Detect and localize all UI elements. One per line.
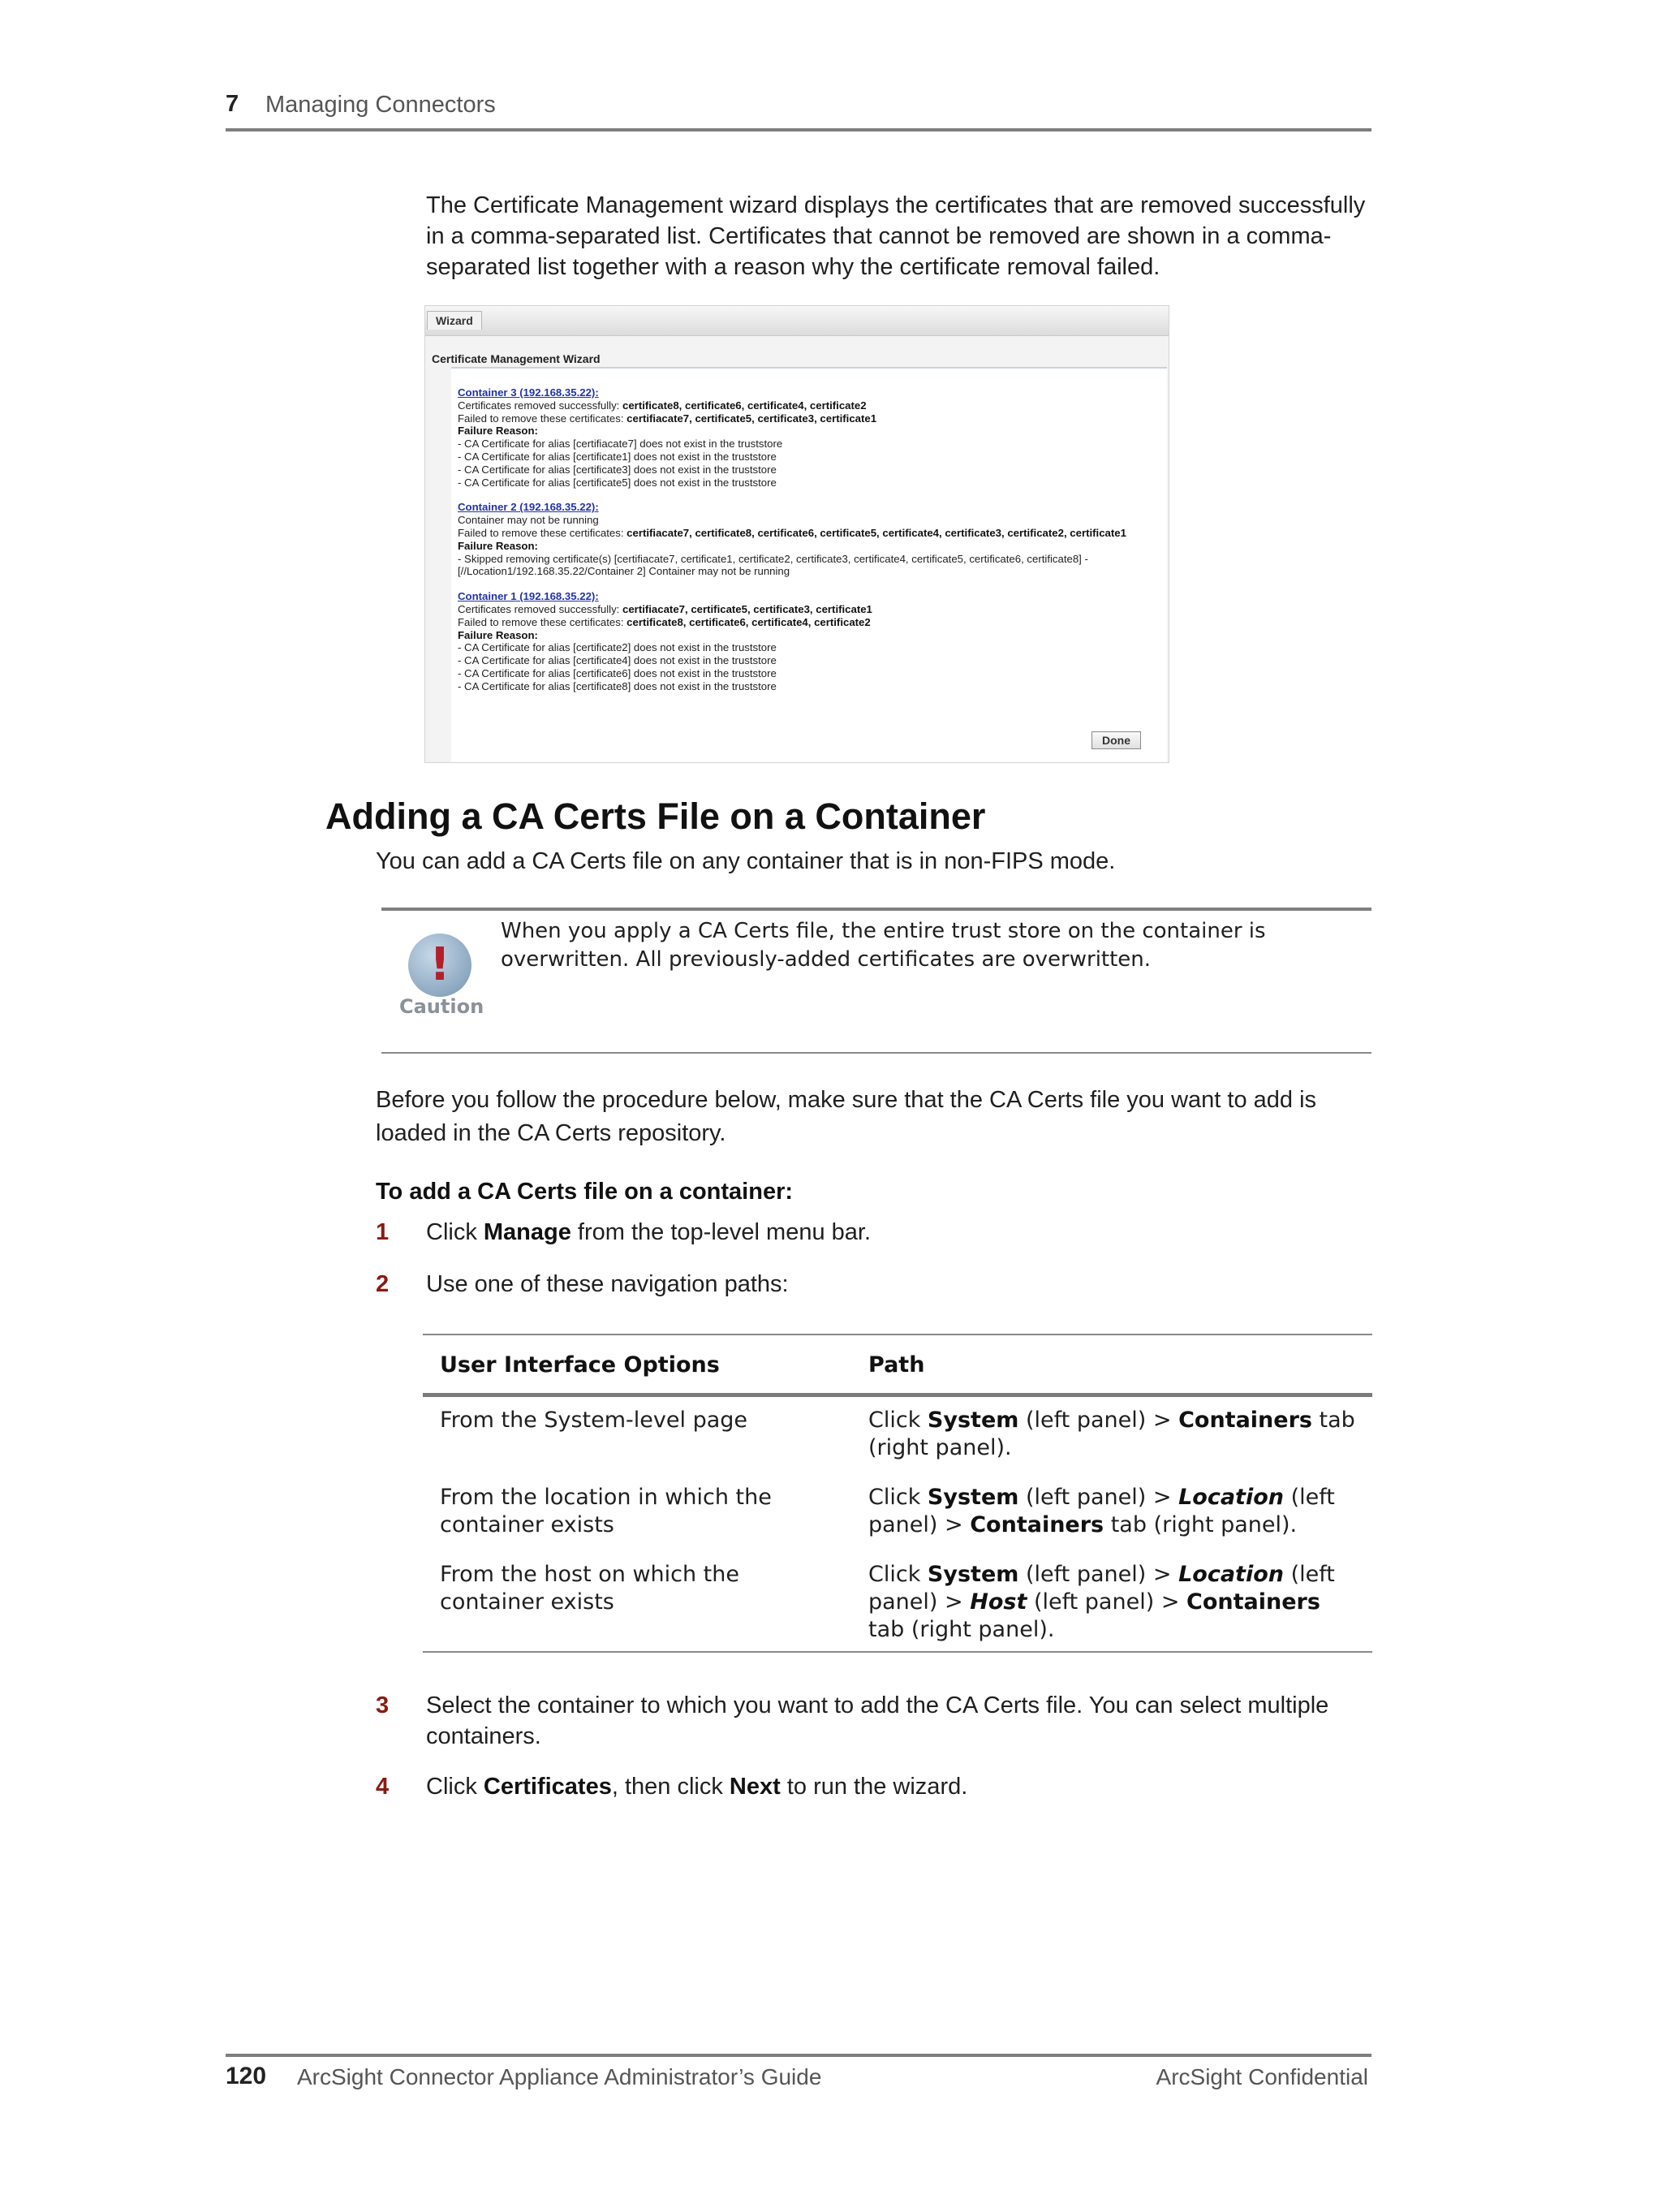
step-text: Click Certificates, then click Next to run the wizard. (426, 1774, 968, 1800)
prerequisite-paragraph: Before you follow the procedure below, make sure that the CA Certs file you want to add is loaded in the CA Certs repository. (376, 1087, 1317, 1146)
section-lead: You can add a CA Certs file on any container that is in non-FIPS mode. (376, 848, 1116, 874)
table-cell-path: Click System (left panel) > Location (left panel) > Host (left panel) > Containers tab (right panel). (868, 1562, 1335, 1642)
container-result-block (458, 501, 1156, 578)
result-line: - CA Certificate for alias [certificate8] does not exist in the truststore (458, 679, 777, 692)
table-cell-path: Click System (left panel) > Location (left panel) > Containers tab (right panel). (868, 1485, 1335, 1537)
result-line: - Skipped removing certificate(s) [certifiacate7, certificate1, certificate2, certificate3, certificate4, certificate5, certificate6, certificate8] - [//Location1/192.168.35.22/Container 2] Container may not be running (458, 552, 1088, 578)
result-line: - CA Certificate for alias [certificate5] does not exist in the truststore (458, 476, 777, 489)
section-heading: Adding a CA Certs File on a Container (325, 796, 986, 837)
wizard-tab[interactable]: Wizard (427, 311, 482, 330)
failure-reason-label: Failure Reason: (458, 425, 538, 438)
book-title: ArcSight Connector Appliance Administrator’s Guide (297, 2064, 822, 2089)
result-line: Failed to remove these certificates: certifiacate7, certificate5, certificate3, certificate1 (458, 412, 877, 425)
page-number: 120 (226, 2063, 267, 2089)
table-cell-path: Click System (left panel) > Containers tab (right panel). (868, 1408, 1355, 1460)
intro-paragraph: The Certificate Management wizard displays the certificates that are removed successfully in a comma-separated list. Certificates that cannot be removed are shown in a comma-separated list together with a reason why the certificate removal failed. (426, 192, 1366, 280)
chapter-number: 7 (226, 91, 239, 117)
result-line: - CA Certificate for alias [certificate1] does not exist in the truststore (458, 450, 777, 463)
wizard-tab-bar (425, 306, 1169, 336)
table-header-path: Path (868, 1352, 925, 1378)
step-number: 2 (376, 1271, 390, 1297)
caution-icon (408, 934, 471, 997)
caution-bottom-rule (381, 1052, 1371, 1054)
chapter-title: Managing Connectors (265, 92, 496, 118)
done-button[interactable]: Done (1091, 731, 1141, 749)
table-header-options: User Interface Options (440, 1352, 720, 1378)
caution-text: When you apply a CA Certs file, the entire trust store on the container is overwritten. All previously-added certificates are overwritten. (501, 919, 1266, 972)
exclamation-icon: ! (429, 938, 450, 991)
result-line: - CA Certificate for alias [certificate6] does not exist in the truststore (458, 666, 777, 679)
table-cell-option: From the host on which the container exists (440, 1562, 739, 1615)
container-result-block (458, 590, 1156, 692)
result-line: - CA Certificate for alias [certificate4] does not exist in the truststore (458, 654, 777, 667)
result-line: - CA Certificate for alias [certificate3] does not exist in the truststore (458, 463, 777, 476)
wizard-screenshot (424, 305, 1169, 763)
result-line: - CA Certificate for alias [certifiacate7] does not exist in the truststore (458, 438, 783, 451)
wizard-results-panel (451, 367, 1167, 762)
result-line: Certificates removed successfully: certifiacate7, certificate5, certificate3, certificate1 (458, 602, 872, 615)
table-top-rule (423, 1334, 1372, 1335)
footer-rule (226, 2054, 1371, 2057)
table-bottom-rule (423, 1651, 1372, 1653)
wizard-title: Certificate Management Wizard (432, 352, 601, 365)
container-link[interactable]: Container 1 (192.168.35.22): (458, 590, 599, 603)
procedure-title: To add a CA Certs file on a container: (376, 1179, 794, 1205)
result-line: Failed to remove these certificates: certifiacate7, certificate8, certificate6, certificate5, certificate4, certificate3, certificate2, certificate1 (458, 526, 1126, 539)
caution-label: Caution (399, 995, 484, 1018)
step-text: Select the container to which you want to add the CA Certs file. You can select multiple containers. (426, 1692, 1329, 1749)
failure-reason-label: Failure Reason: (458, 628, 538, 641)
result-line: Certificates removed successfully: certificate8, certificate6, certificate4, certificate2 (458, 399, 867, 412)
header-rule (226, 128, 1371, 132)
step-number: 1 (376, 1219, 390, 1245)
step-text: Click Manage from the top-level menu bar. (426, 1219, 872, 1245)
confidential-label: ArcSight Confidential (1156, 2064, 1368, 2089)
result-line: - CA Certificate for alias [certificate2] does not exist in the truststore (458, 641, 777, 654)
wizard-results (458, 386, 1156, 705)
result-line: Container may not be running (458, 514, 599, 527)
container-link[interactable]: Container 3 (192.168.35.22): (458, 386, 599, 399)
container-result-block (458, 386, 1156, 489)
step-text: Use one of these navigation paths: (426, 1271, 789, 1297)
container-link[interactable]: Container 2 (192.168.35.22): (458, 501, 599, 514)
step-number: 4 (376, 1774, 390, 1800)
caution-top-rule (381, 908, 1371, 911)
result-line: Failed to remove these certificates: certificate8, certificate6, certificate4, certificate2 (458, 615, 871, 628)
table-header-rule (423, 1393, 1372, 1397)
table-cell-option: From the location in which the container exists (440, 1485, 772, 1537)
failure-reason-label: Failure Reason: (458, 539, 538, 552)
table-cell-option: From the System-level page (440, 1408, 748, 1433)
step-number: 3 (376, 1692, 390, 1718)
